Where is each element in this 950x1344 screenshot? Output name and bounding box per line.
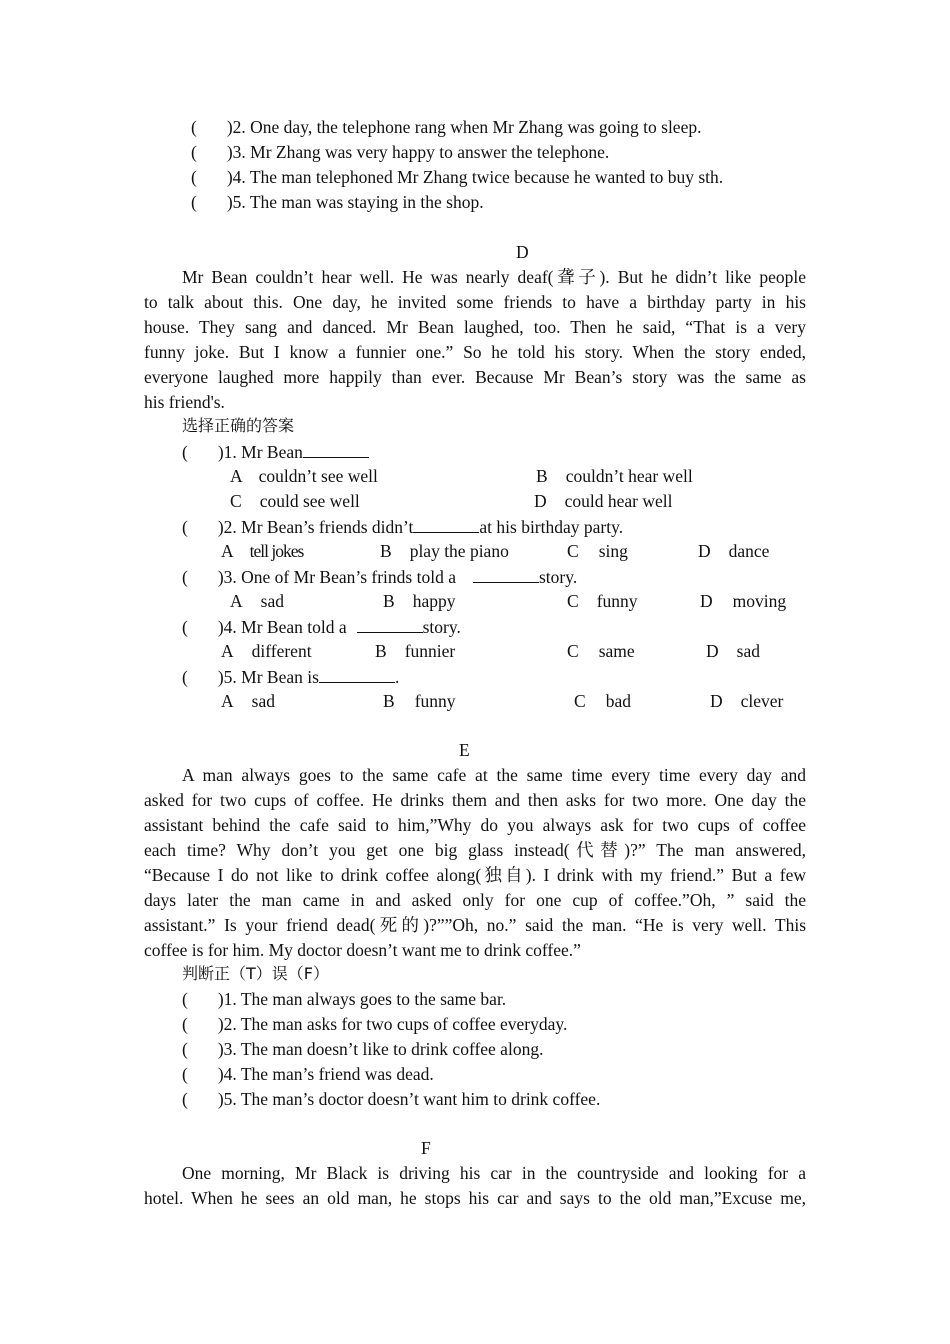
passage-line: funny joke. But I know a funnier one.” So he told his story. When the story ended, — [144, 342, 806, 362]
passage-line: each time? Why don’t you get one big glass instead(代替)?” The man answered, — [144, 840, 806, 860]
option-b[interactable]: B funny — [383, 691, 456, 711]
passage-line: everyone laughed more happily than ever. Because Mr Bean’s story was the same as — [144, 367, 806, 387]
passage-line: days later the man came in and asked only for one cup of coffee.”Oh, ” said the — [144, 890, 806, 910]
judgment-item: ( )2. The man asks for two cups of coffee everyday. — [182, 1014, 568, 1034]
passage-line: Mr Bean couldn’t hear well. He was nearly deaf(聋子). But he didn’t like people — [182, 267, 806, 287]
option-c[interactable]: C funny — [567, 591, 638, 611]
judgment-item: ( )4. The man’s friend was dead. — [182, 1064, 434, 1084]
answer-blank[interactable] — [413, 515, 479, 533]
section-title: F — [421, 1138, 431, 1158]
passage-line: assistant behind the cafe said to him,”Why do you always ask for two cups of coffee — [144, 815, 806, 835]
option-d[interactable]: D could hear well — [534, 491, 673, 511]
option-b[interactable]: B play the piano — [380, 541, 509, 561]
judgment-item: ( )4. The man telephoned Mr Zhang twice because he wanted to buy sth. — [191, 167, 724, 187]
judgment-item: ( )5. The man’s doctor doesn’t want him to drink coffee. — [182, 1089, 601, 1109]
answer-blank[interactable] — [303, 440, 369, 458]
option-d[interactable]: D sad — [706, 641, 760, 661]
option-b[interactable]: B happy — [383, 591, 456, 611]
option-a[interactable]: A sad — [230, 591, 284, 611]
answer-blank[interactable] — [319, 665, 395, 683]
option-c[interactable]: C bad — [574, 691, 631, 711]
judgment-item: ( )5. The man was staying in the shop. — [191, 192, 484, 212]
instruction: 选择正确的答案 — [182, 416, 295, 435]
passage-line: asked for two cups of coffee. He drinks them and then asks for two more. One day the — [144, 790, 806, 810]
option-c[interactable]: C could see well — [230, 491, 360, 511]
section-title: D — [516, 242, 529, 262]
option-a[interactable]: A couldn’t see well — [230, 466, 378, 486]
option-a[interactable]: A sad — [221, 691, 275, 711]
passage-line: coffee is for him. My doctor doesn’t want me to drink coffee.” — [144, 940, 581, 960]
instruction: 判断正（T）误（F） — [182, 964, 329, 983]
passage-line: his friend's. — [144, 392, 225, 412]
passage-line: hotel. When he sees an old man, he stops his car and says to the old man,”Excuse me, — [144, 1188, 806, 1208]
question: ( )3. One of Mr Bean’s frinds told a story. — [182, 567, 578, 587]
passage-line: One morning, Mr Black is driving his car in the countryside and looking for a — [182, 1163, 806, 1183]
option-b[interactable]: B couldn’t hear well — [536, 466, 693, 486]
option-d[interactable]: D moving — [700, 591, 787, 611]
passage-line: “Because I do not like to drink coffee along(独自). I drink with my friend.” But a few — [144, 865, 806, 885]
judgment-item: ( )3. Mr Zhang was very happy to answer the telephone. — [191, 142, 610, 162]
option-a[interactable]: A tell jokes — [221, 541, 304, 561]
option-d[interactable]: D dance — [698, 541, 770, 561]
option-a[interactable]: A different — [221, 641, 312, 661]
answer-blank[interactable] — [357, 615, 423, 633]
option-c[interactable]: C sing — [567, 541, 628, 561]
option-b[interactable]: B funnier — [375, 641, 456, 661]
question: ( )2. Mr Bean’s friends didn’t at his birthday party. — [182, 517, 624, 537]
judgment-item: ( )2. One day, the telephone rang when Mr Zhang was going to sleep. — [191, 117, 702, 137]
option-d[interactable]: D clever — [710, 691, 784, 711]
question: ( )5. Mr Bean is . — [182, 667, 400, 687]
question: ( )1. Mr Bean — [182, 440, 369, 463]
judgment-item: ( )3. The man doesn’t like to drink coffee along. — [182, 1039, 544, 1059]
section-title: E — [459, 740, 470, 760]
question: ( )4. Mr Bean told a story. — [182, 617, 461, 637]
option-c[interactable]: C same — [567, 641, 635, 661]
passage-line: A man always goes to the same cafe at the same time every time every day and — [182, 765, 806, 785]
answer-blank[interactable] — [473, 565, 539, 583]
judgment-item: ( )1. The man always goes to the same bar. — [182, 989, 507, 1009]
passage-line: assistant.” Is your friend dead(死的)?””Oh, no.” said the man. “He is very well. This — [144, 915, 806, 935]
passage-line: to talk about this. One day, he invited some friends to have a birthday party in his — [144, 292, 806, 312]
passage-line: house. They sang and danced. Mr Bean laughed, too. Then he said, “That is a very — [144, 317, 806, 337]
